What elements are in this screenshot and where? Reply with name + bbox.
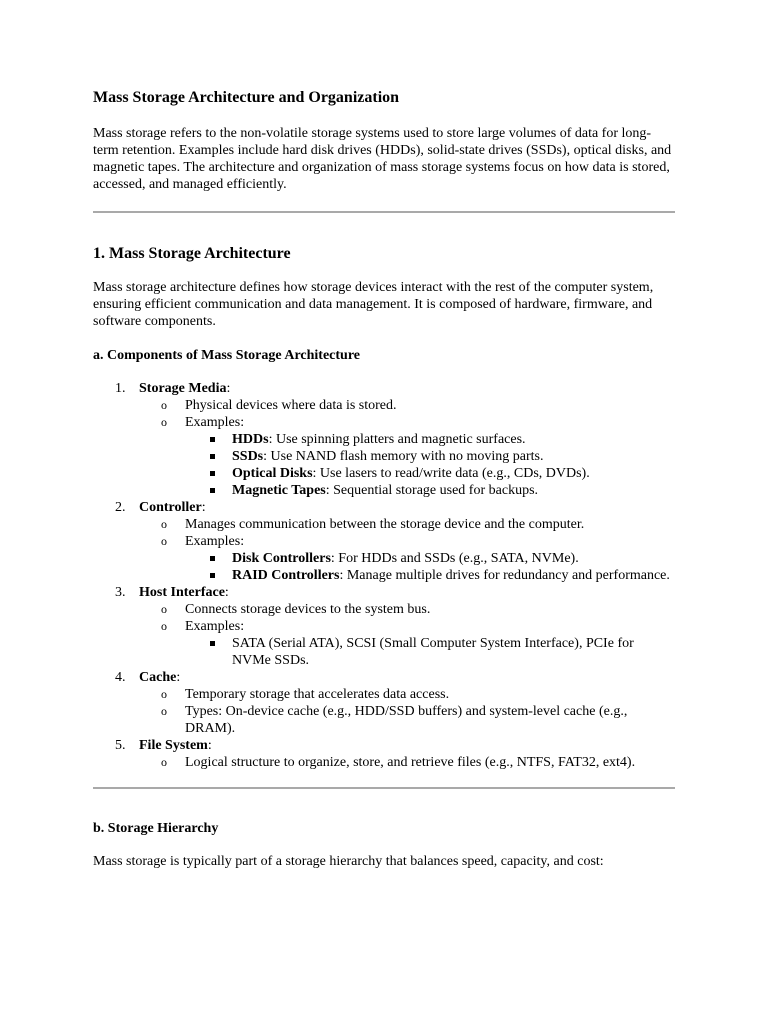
sub-item-text: Examples:	[185, 415, 245, 430]
example-term: Disk Controllers	[232, 551, 331, 566]
sub-item-text: Logical structure to organize, store, and retrieve files (e.g., NTFS, FAT32, ext4).	[185, 755, 636, 770]
item-colon: :	[226, 381, 231, 396]
item-number: 4.	[115, 670, 126, 685]
sub-list	[139, 754, 675, 771]
example-item	[232, 567, 675, 584]
example-item	[232, 431, 675, 448]
section-divider	[93, 211, 675, 213]
sub-list	[139, 601, 675, 669]
example-item	[232, 635, 675, 669]
circle-bullet-icon: o	[161, 534, 167, 548]
component-item	[93, 584, 675, 669]
item-number: 5.	[115, 738, 126, 753]
item-term: File System	[139, 738, 208, 753]
component-item	[93, 499, 675, 584]
sub-item-text: Connects storage devices to the system bus.	[185, 602, 431, 617]
item-colon: :	[176, 670, 181, 685]
item-term: Cache	[139, 670, 177, 685]
examples-list	[185, 550, 675, 584]
circle-bullet-icon: o	[161, 755, 167, 769]
subsection-heading: a. Components of Mass Storage Architecture	[93, 348, 361, 363]
square-bullet-icon	[210, 471, 215, 476]
sub-item-text: Temporary storage that accelerates data access.	[185, 687, 450, 702]
component-item	[93, 380, 675, 499]
section-paragraph: Mass storage architecture defines how storage devices interact with the rest of the computer system, ensuring efficient communication and data management. It is composed of hardware, firmware, and software components.	[93, 280, 654, 329]
square-bullet-icon	[210, 454, 215, 459]
square-bullet-icon	[210, 641, 215, 646]
sub-item	[161, 516, 675, 533]
sub-item-text: Types: On-device cache (e.g., HDD/SSD buffers) and system-level cache (e.g., DRAM).	[185, 704, 628, 736]
example-term: RAID Controllers	[232, 568, 340, 583]
item-term: Storage Media	[139, 381, 227, 396]
example-item	[232, 448, 675, 465]
example-desc: : Sequential storage used for backups.	[325, 483, 539, 498]
circle-bullet-icon: o	[161, 704, 167, 718]
item-number: 1.	[115, 381, 126, 396]
item-colon: :	[207, 738, 212, 753]
sub-item-text: Examples:	[185, 619, 245, 634]
components-list	[93, 380, 675, 771]
circle-bullet-icon: o	[161, 619, 167, 633]
example-item	[232, 465, 675, 482]
example-term: HDDs	[232, 432, 269, 447]
sub-list	[139, 516, 675, 584]
circle-bullet-icon: o	[161, 602, 167, 616]
sub-item	[161, 618, 675, 669]
sub-item-text: Examples:	[185, 534, 245, 549]
document-title: Mass Storage Architecture and Organization	[93, 89, 400, 106]
section-divider	[93, 787, 675, 789]
circle-bullet-icon: o	[161, 398, 167, 412]
square-bullet-icon	[210, 556, 215, 561]
document-content	[93, 89, 675, 870]
sub-list	[139, 397, 675, 499]
square-bullet-icon	[210, 488, 215, 493]
intro-paragraph: Mass storage refers to the non-volatile storage systems used to store large volumes of data for long-term retention. Examples include hard disk drives (HDDs), solid-state drives (SSDs), optical disks, and magnetic tapes. The architecture and organization of mass storage systems focus on how data is stored, accessed, and managed efficiently.	[93, 126, 672, 192]
example-desc: : For HDDs and SSDs (e.g., SATA, NVMe).	[330, 551, 579, 566]
example-desc: SATA (Serial ATA), SCSI (Small Computer System Interface), PCIe for NVMe SSDs.	[232, 636, 634, 668]
example-term: Optical Disks	[232, 466, 313, 481]
circle-bullet-icon: o	[161, 517, 167, 531]
item-colon: :	[201, 500, 206, 515]
sub-item-text: Manages communication between the storage device and the computer.	[185, 517, 585, 532]
sub-item	[161, 601, 675, 618]
sub-item-text: Physical devices where data is stored.	[185, 398, 397, 413]
example-desc: : Use lasers to read/write data (e.g., CDs, DVDs).	[312, 466, 590, 481]
example-desc: : Manage multiple drives for redundancy and performance.	[339, 568, 670, 583]
example-item	[232, 550, 675, 567]
item-number: 2.	[115, 500, 126, 515]
sub-item	[161, 533, 675, 584]
component-item	[93, 737, 675, 771]
circle-bullet-icon: o	[161, 415, 167, 429]
example-term: Magnetic Tapes	[232, 483, 326, 498]
square-bullet-icon	[210, 573, 215, 578]
section-heading: 1. Mass Storage Architecture	[93, 245, 291, 262]
sub-list	[139, 686, 675, 737]
subsection-heading: b. Storage Hierarchy	[93, 821, 219, 836]
item-colon: :	[224, 585, 229, 600]
component-item	[93, 669, 675, 737]
sub-item	[161, 703, 675, 737]
example-desc: : Use spinning platters and magnetic surfaces.	[268, 432, 526, 447]
circle-bullet-icon: o	[161, 687, 167, 701]
item-number: 3.	[115, 585, 126, 600]
example-term: SSDs	[232, 449, 264, 464]
sub-item	[161, 397, 675, 414]
square-bullet-icon	[210, 437, 215, 442]
sub-item	[161, 414, 675, 499]
examples-list	[185, 635, 675, 669]
example-desc: : Use NAND flash memory with no moving parts.	[263, 449, 544, 464]
item-term: Host Interface	[139, 585, 225, 600]
item-term: Controller	[139, 500, 202, 515]
examples-list	[185, 431, 675, 499]
section-paragraph: Mass storage is typically part of a storage hierarchy that balances speed, capacity, and cost:	[93, 854, 604, 869]
sub-item	[161, 686, 675, 703]
sub-item	[161, 754, 675, 771]
example-item	[232, 482, 675, 499]
